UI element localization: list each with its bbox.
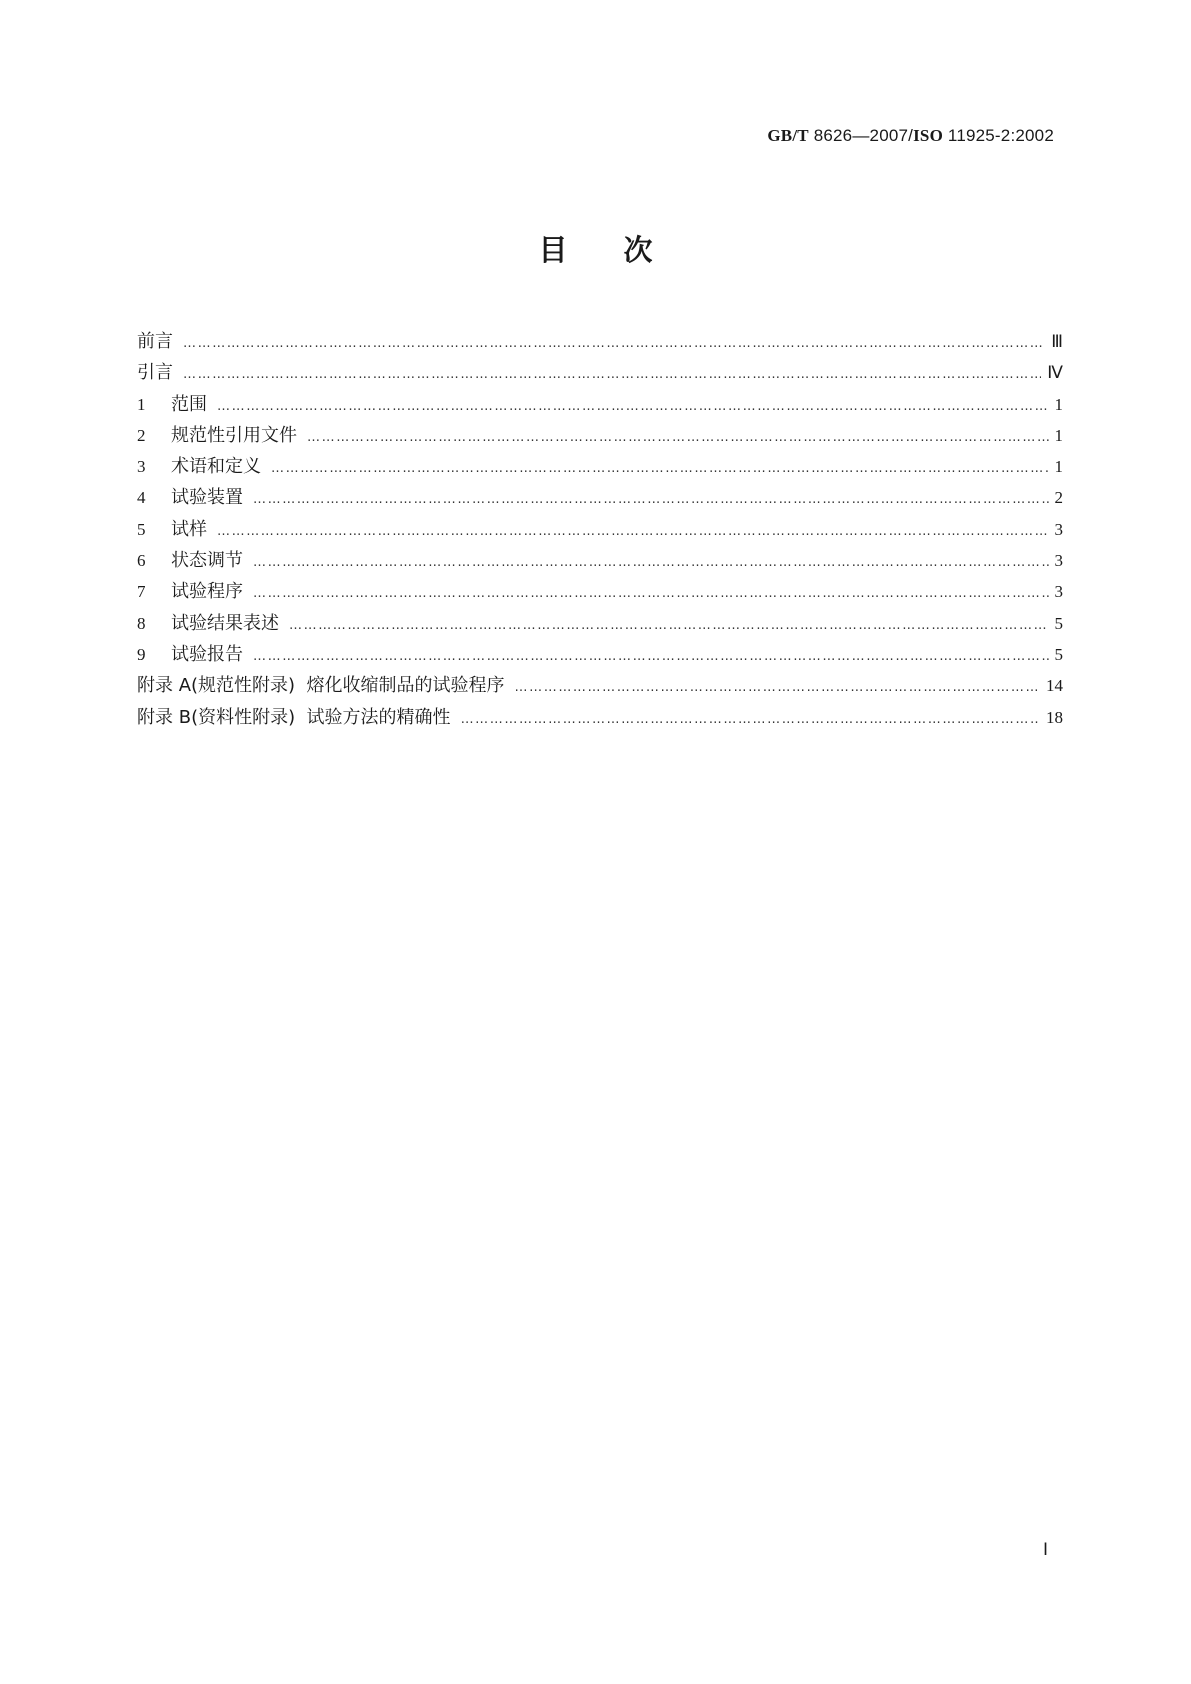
toc-entry-title: 试验结果表述 [171, 612, 279, 634]
toc-entry-number: 4 [137, 488, 146, 508]
toc-entry-title: 术语和定义 [171, 456, 261, 478]
table-of-contents [137, 327, 1063, 734]
standard-number [767, 126, 1054, 146]
toc-entry-page: 1 [1054, 394, 1063, 414]
iso-prefix: ISO [913, 126, 943, 145]
toc-entry-title: 范围 [171, 393, 207, 415]
toc-entry-title: 前言 [137, 331, 173, 352]
toc-entry-conditioning[interactable] [137, 546, 1063, 577]
toc-entry-test-procedure[interactable] [137, 577, 1063, 608]
toc-entry-foreword[interactable] [137, 327, 1063, 358]
iso-number-text: 11925-2:2002 [943, 126, 1054, 145]
toc-entry-scope[interactable] [137, 390, 1063, 421]
toc-entry-page: 5 [1054, 644, 1063, 664]
toc-entry-page: 3 [1054, 551, 1063, 571]
toc-dot-leader [183, 336, 1045, 351]
toc-entry-title: 试验程序 [171, 581, 243, 603]
toc-entry-page: Ⅲ [1051, 332, 1063, 351]
toc-dot-leader [217, 399, 1049, 414]
toc-entry-normative-references[interactable] [137, 421, 1063, 452]
toc-entry-page: 1 [1054, 457, 1063, 477]
toc-entry-page: 1 [1054, 425, 1063, 445]
toc-entry-title: 附录 B(资料性附录) 试验方法的精确性 [137, 706, 451, 728]
standard-prefix: GB/T [767, 126, 809, 145]
toc-dot-leader [515, 680, 1040, 695]
toc-dot-leader [271, 461, 1049, 476]
toc-entry-page: 5 [1054, 613, 1063, 633]
toc-entry-page: Ⅳ [1047, 363, 1063, 383]
toc-entry-number: 5 [137, 519, 146, 539]
toc-entry-number: 2 [137, 425, 146, 445]
toc-dot-leader [289, 618, 1049, 633]
toc-entry-terms-definitions[interactable] [137, 452, 1063, 483]
toc-entry-title: 试验报告 [171, 643, 243, 665]
toc-entry-page: 18 [1046, 707, 1063, 727]
toc-entry-page: 14 [1046, 676, 1063, 696]
toc-dot-leader [217, 524, 1049, 539]
toc-entry-number: 9 [137, 644, 146, 664]
toc-entry-number: 8 [137, 613, 146, 633]
toc-entry-page: 3 [1054, 582, 1063, 602]
toc-entry-annex-a[interactable] [137, 671, 1063, 702]
toc-entry-title: 试验装置 [171, 487, 243, 509]
toc-dot-leader [183, 367, 1041, 382]
toc-entry-title: 引言 [137, 362, 173, 384]
toc-entry-number: 3 [137, 457, 146, 477]
toc-entry-title: 规范性引用文件 [171, 424, 297, 446]
toc-dot-leader [307, 430, 1049, 445]
toc-entry-specimens[interactable] [137, 515, 1063, 546]
toc-dot-leader [253, 492, 1049, 507]
toc-dot-leader [253, 586, 1049, 601]
toc-entry-number: 6 [137, 551, 146, 571]
toc-entry-expression-of-results[interactable] [137, 609, 1063, 640]
standard-number-text: 8626—2007/ [808, 126, 914, 145]
toc-entry-number: 7 [137, 582, 146, 602]
toc-entry-title: 附录 A(规范性附录) 熔化收缩制品的试验程序 [137, 675, 505, 697]
toc-entry-introduction[interactable] [137, 358, 1063, 389]
toc-entry-number: 1 [137, 394, 146, 414]
toc-dot-leader [253, 555, 1049, 570]
toc-dot-leader [461, 712, 1040, 727]
toc-dot-leader [253, 649, 1049, 664]
toc-entry-annex-b[interactable] [137, 703, 1063, 734]
page-number: Ⅰ [1042, 1540, 1048, 1559]
toc-entry-page: 3 [1054, 519, 1063, 539]
toc-entry-page: 2 [1054, 488, 1063, 508]
toc-entry-title: 试样 [171, 518, 207, 540]
page-title: 目次 [538, 233, 709, 267]
toc-entry-test-apparatus[interactable] [137, 483, 1063, 514]
toc-entry-test-report[interactable] [137, 640, 1063, 671]
toc-entry-title: 状态调节 [171, 550, 243, 572]
